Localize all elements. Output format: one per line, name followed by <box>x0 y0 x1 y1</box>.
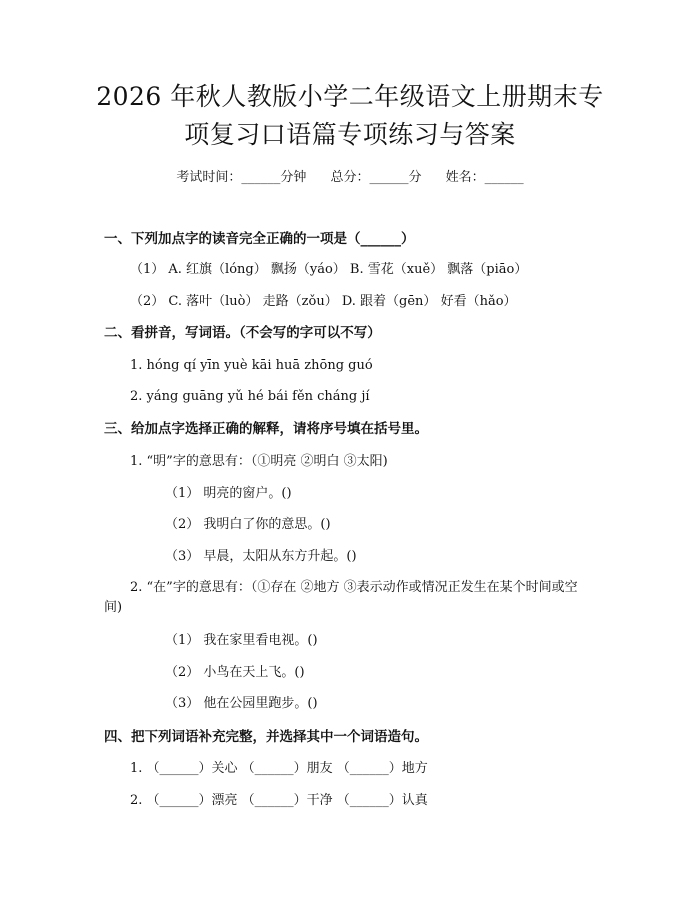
exam-name <box>446 168 524 188</box>
section-1-option-1: （1） A. 红旗（lóng） 飘扬（yáo） B. 雪花（xuě） 飘落（piāo） <box>130 262 528 277</box>
document-title-line2: 项复习口语篇专项练习与答案 <box>184 120 516 149</box>
section-3-question-1: 1. “明”字的意思有：（①明亮 ②明白 ③太阳) <box>130 454 388 469</box>
section-3-question-1-item-2: （2） 我明白了你的意思。() <box>165 517 331 532</box>
exam-meta <box>0 168 700 188</box>
exam-score-blank: ______ <box>369 170 409 185</box>
section-2-question-1: 1. hóng qí yīn yuè kāi huā zhōng guó <box>130 358 373 373</box>
section-1-heading: 一、下列加点字的读音完全正确的一项是（______） <box>104 231 415 247</box>
exam-time-blank: ______ <box>241 170 281 185</box>
exam-name-label: 姓名： <box>445 170 485 185</box>
exam-time <box>176 168 306 188</box>
exam-time-label: 考试时间： <box>176 170 242 185</box>
section-3-question-1-item-1: （1） 明亮的窗户。() <box>165 486 292 501</box>
exam-score-unit: 分 <box>408 170 422 185</box>
exam-score <box>330 168 421 188</box>
section-3-heading: 三、给加点字选择正确的解释，请将序号填在括号里。 <box>104 421 428 437</box>
section-3-question-2: 2. “在”字的意思有：（①存在 ②地方 ③表示动作或情况正发生在某个时间或空间) <box>104 580 578 615</box>
section-3-question-1-item-3: （3） 早晨，太阳从东方升起。() <box>165 549 357 564</box>
section-3-question-2-item-3: （3） 他在公园里跑步。() <box>165 696 318 711</box>
section-2-question-2: 2. yáng guāng yǔ hé bái fěn cháng jí <box>130 389 370 404</box>
section-4-question-2: 2. （______）漂亮 （______）干净 （______）认真 <box>130 793 428 808</box>
section-2-heading: 二、看拼音，写词语。（不会写的字可以不写） <box>104 325 381 341</box>
section-4-heading: 四、把下列词语补充完整，并选择其中一个词语造句。 <box>104 729 428 745</box>
exam-score-label: 总分： <box>330 170 370 185</box>
document-title-line1: 2026 年秋人教版小学二年级语文上册期末专 <box>96 82 604 111</box>
exam-name-blank: ______ <box>484 170 524 185</box>
section-4-question-1: 1. （______）关心 （______）朋友 （______）地方 <box>130 761 428 776</box>
exam-time-unit: 分钟 <box>280 170 307 185</box>
section-3-question-2-item-1: （1） 我在家里看电视。() <box>165 633 318 648</box>
section-1-option-2: （2） C. 落叶（luò） 走路（zǒu） D. 跟着（gēn） 好看（hǎo） <box>130 294 517 309</box>
section-3-question-2-item-2: （2） 小鸟在天上飞。() <box>165 665 305 680</box>
